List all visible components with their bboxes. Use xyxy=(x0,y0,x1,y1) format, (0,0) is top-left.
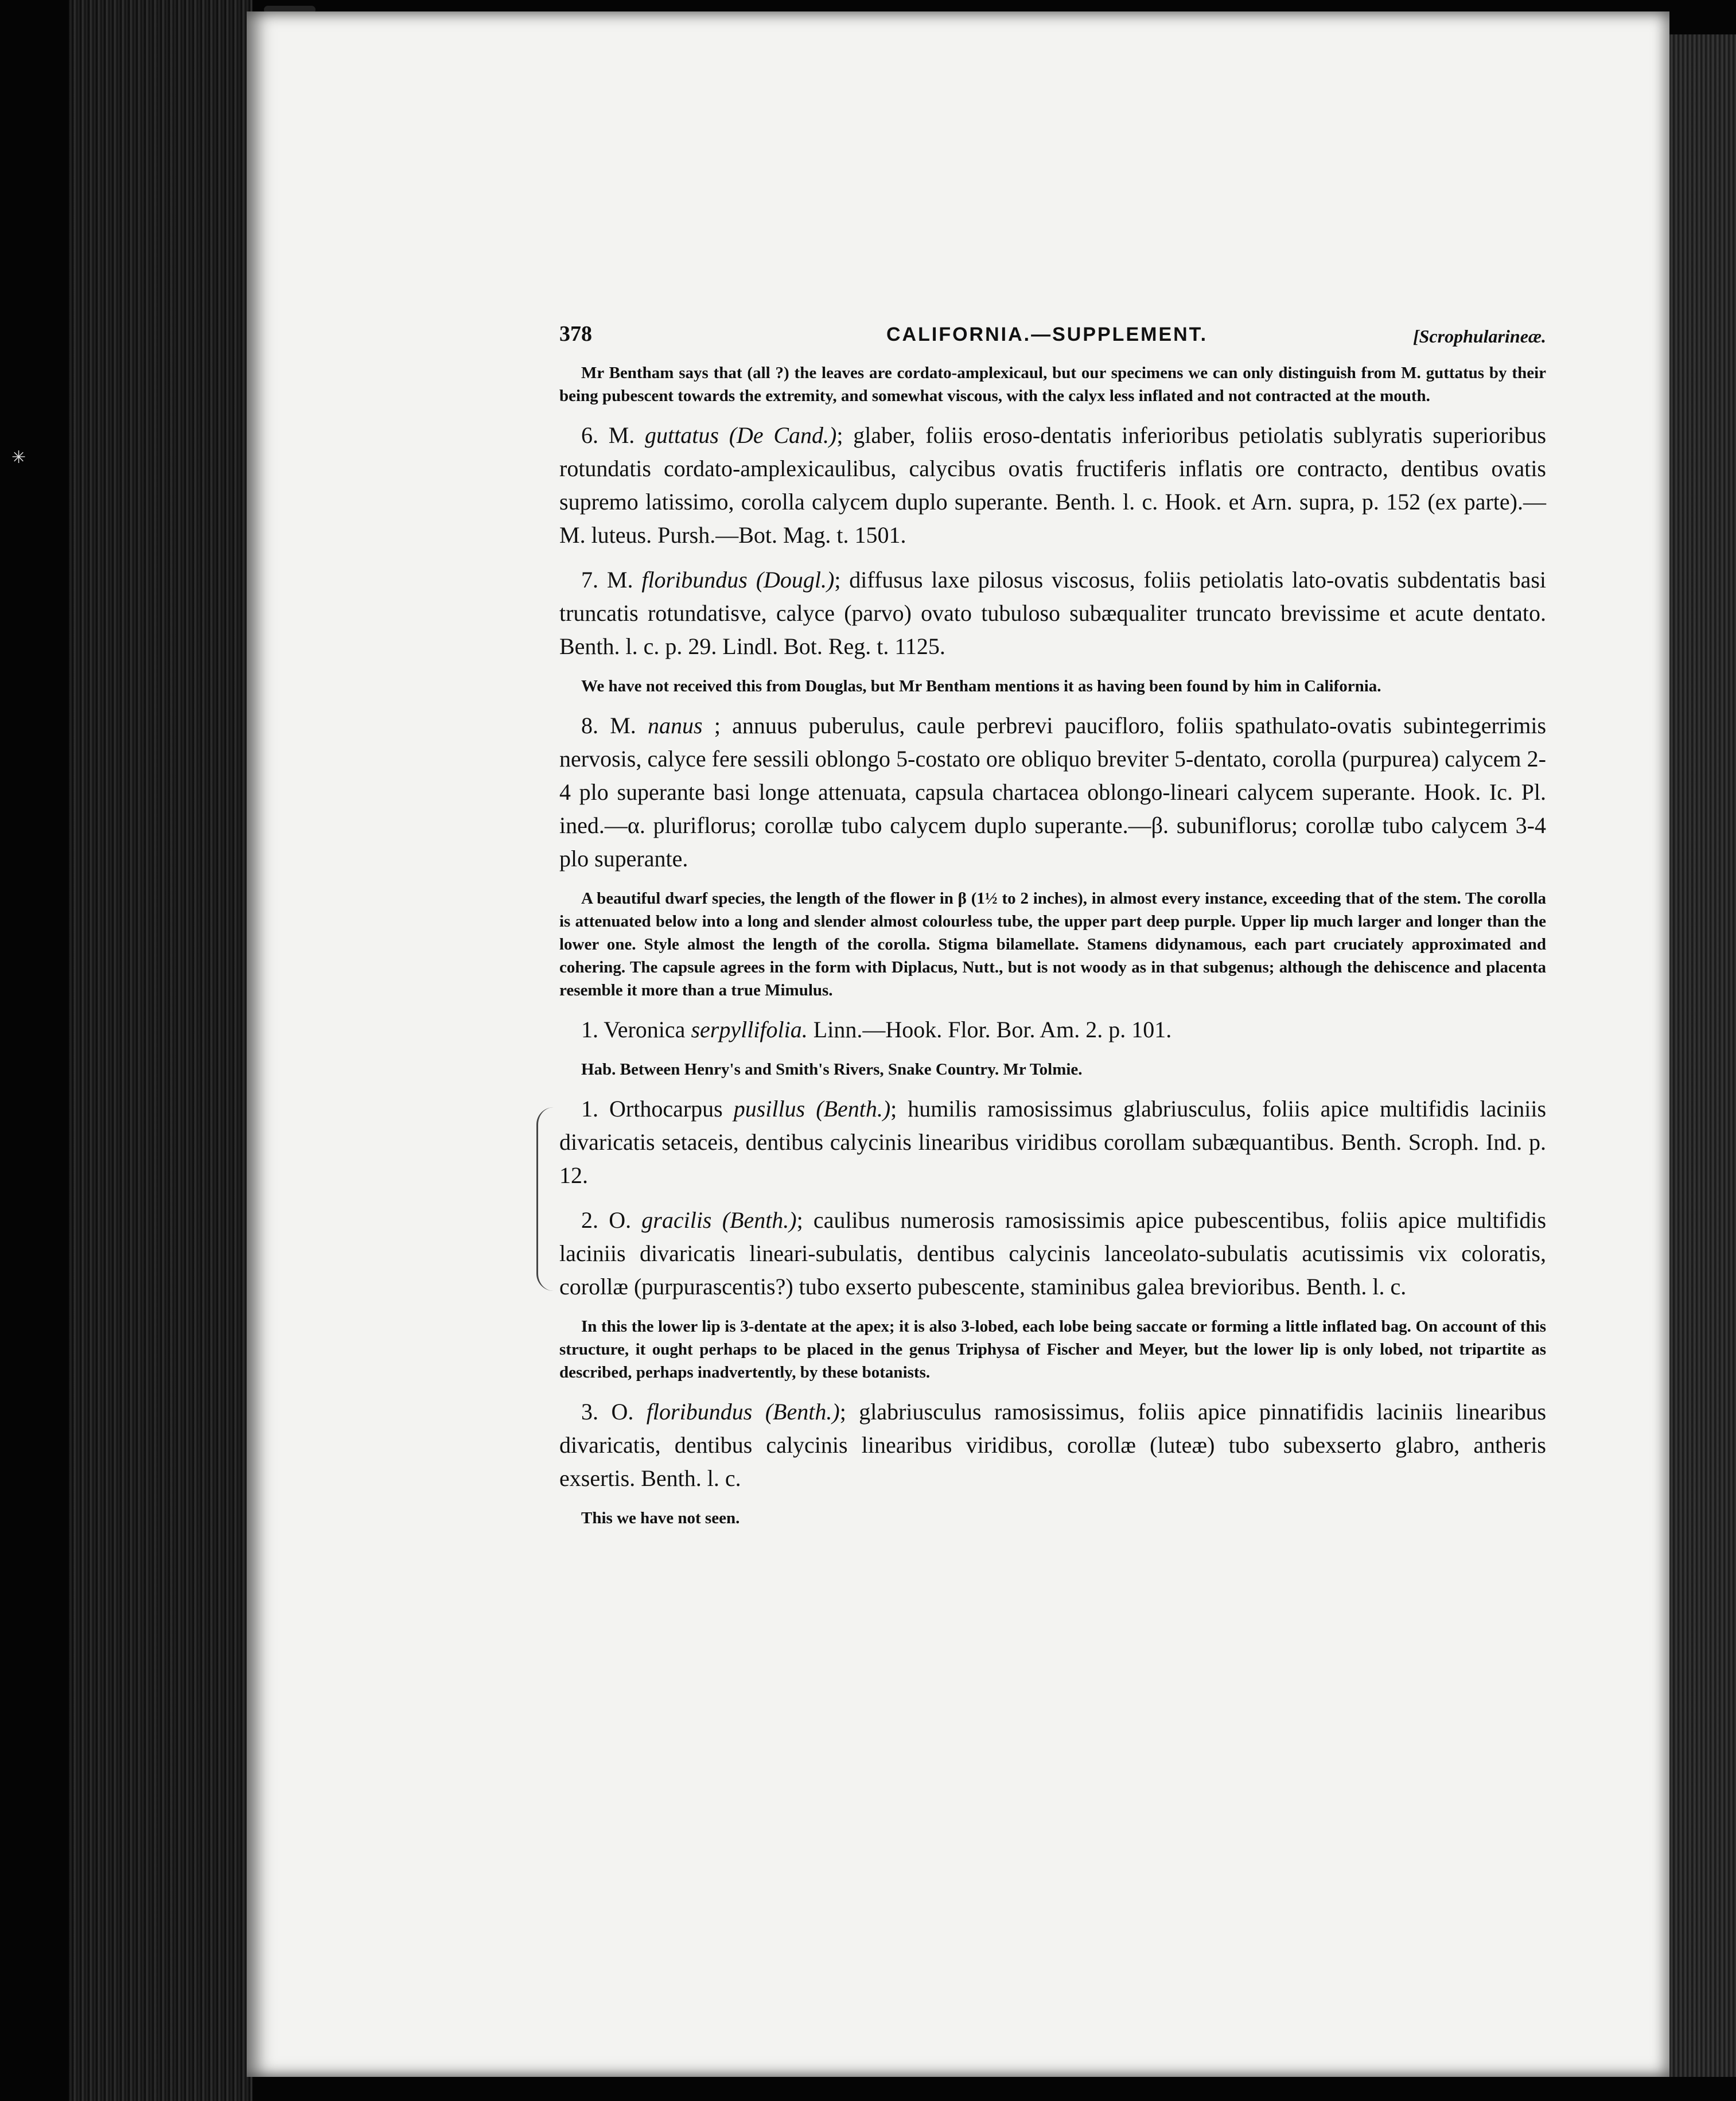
scan-speck: ✳ xyxy=(11,448,26,467)
authority: (Dougl.) xyxy=(756,567,835,593)
editorial-note: We have not received this from Douglas, but Mr Bentham mentions it as having been found by him in California. xyxy=(581,677,1381,695)
description: ; diffusus laxe pilosus viscosus, foliis petiolatis lato-ovatis subdentatis basi truncatis rotundatisve, calyce (parvo) ovato tubuloso subæqualiter truncato brevissime et acute dentato. Benth. l. c. p. 29. Lindl. Bot. Reg. t. 1125. xyxy=(559,567,1547,659)
authority: (Benth.) xyxy=(765,1399,840,1425)
editorial-note: In this the lower lip is 3-dentate at the apex; it is also 3-lobed, each lobe being saccate or forming a little inflated bag. On account of this structure, it ought perhaps to be placed in the genus Triphysa of Fischer and Meyer, but the lower lip is only lobed, not tripartite as described, perhaps inadvertently, by these botanists. xyxy=(559,1317,1546,1382)
entry-number: 1. xyxy=(581,1017,598,1042)
page-number: 378 xyxy=(559,322,592,346)
genus-name: O. xyxy=(609,1207,632,1233)
species-epithet: pusillus xyxy=(733,1096,805,1122)
book-spine xyxy=(69,0,252,2101)
description: ; humilis ramosissimus glabriusculus, foliis apice multifidis laciniis divaricatis setaceis, dentibus calycinis linearibus viridibus corollam subæquantibus. Benth. Scroph. Ind. p. 12. xyxy=(559,1096,1547,1188)
genus-name: M. xyxy=(610,713,636,738)
page-header xyxy=(559,321,1546,361)
species-epithet: gracilis xyxy=(641,1207,712,1233)
page-edge xyxy=(1669,34,1736,2077)
entry-number: 6. xyxy=(581,422,598,448)
pencil-bracket-mark xyxy=(536,1107,561,1291)
description: ; annuus puberulus, caule perbrevi paucifloro, foliis spathulato-ovatis subintegerrimis nervosis, calyce fere sessili oblongo 5-costato ore obliquo breviter 5-dentato, corolla (purpurea) calycem 2-4 plo superante basi longe attenuata, capsula chartacea oblongo-lineari calycem superante. Hook. Ic. Pl. ined.—α. pluriflorus; corollæ tubo calycem duplo superante.—β. subuniflorus; corollæ tubo calycem 3-4 plo superante. xyxy=(559,713,1547,871)
editorial-note: A beautiful dwarf species, the length of the flower in β (1½ to 2 inches), in almost every instance, exceeding that of the stem. The corolla is attenuated below into a long and slender almost colourless tube, the upper part deep purple. Upper lip much larger and longer than the lower one. Style almost the length of the corolla. Stigma bilamellate. Stamens didynamous, each part cruciately approximated and cohering. The capsule agrees in the form with Diplacus, Nutt., but is not woody as in that subgenus; although the dehiscence and placenta resemble it more than a true Mimulus. xyxy=(559,889,1546,999)
entry-number: 7. xyxy=(581,567,598,593)
species-entry xyxy=(559,1204,1546,1304)
species-entry xyxy=(559,1395,1546,1495)
genus-name: M. xyxy=(608,422,635,448)
genus-name: M. xyxy=(606,567,633,593)
entry-number: 1. xyxy=(581,1096,598,1122)
running-title: CALIFORNIA.—SUPPLEMENT. xyxy=(886,324,1208,345)
species-entry xyxy=(559,1092,1546,1192)
description: ; glaber, foliis eroso-dentatis inferioribus petiolatis sublyratis superioribus rotundatis cordato-amplexicaulibus, calycibus ovatis fructiferis inflatis ore contracto, dentibus ovatis supremo latissimo, corolla calycem duplo superante. Benth. l. c. Hook. et Arn. supra, p. 152 (ex parte).—M. luteus. Pursh.—Bot. Mag. t. 1501. xyxy=(559,422,1547,548)
species-epithet: floribundus xyxy=(646,1399,753,1425)
editorial-note: This we have not seen. xyxy=(581,1509,740,1527)
genus-name: Veronica xyxy=(604,1017,686,1042)
entry-number: 8. xyxy=(581,713,598,738)
entry-number: 2. xyxy=(581,1207,598,1233)
page-content xyxy=(559,321,1546,1541)
description: Linn.—Hook. Flor. Bor. Am. 2. p. 101. xyxy=(813,1017,1172,1042)
species-epithet: serpyllifolia. xyxy=(691,1017,808,1042)
genus-name: Orthocarpus xyxy=(609,1096,723,1122)
section-title: [Scrophularineæ. xyxy=(1412,326,1546,347)
species-entry xyxy=(559,563,1546,663)
authority: (Benth.) xyxy=(816,1096,891,1122)
species-epithet: guttatus xyxy=(645,422,719,448)
genus-name: O. xyxy=(611,1399,634,1425)
species-epithet: floribundus xyxy=(641,567,748,593)
habitat-line: Hab. Between Henry's and Smith's Rivers, Snake Country. Mr Tolmie. xyxy=(581,1060,1083,1079)
description: ; caulibus numerosis ramosissimis apice pubescentibus, foliis apice multifidis laciniis divaricatis lineari-subulatis, dentibus calycinis lanceolato-subulatis acutissimis vix coloratis, corollæ (purpurascentis?) tubo exserto pubescente, staminibus galea brevioribus. Benth. l. c. xyxy=(559,1207,1547,1299)
authority: (Benth.) xyxy=(722,1207,797,1233)
entries-list xyxy=(559,419,1546,1530)
species-entry xyxy=(559,1013,1546,1046)
species-entry xyxy=(559,709,1546,876)
description: ; glabriusculus ramosissimus, foliis apice pinnatifidis laciniis linearibus divaricatis, dentibus calycinis linearibus viridibus, corollæ (luteæ) tubo subexserto glabro, antheris exsertis. Benth. l. c. xyxy=(559,1399,1547,1491)
species-entry xyxy=(559,419,1546,552)
species-epithet: nanus xyxy=(648,713,703,738)
intro-note: Mr Bentham says that (all ?) the leaves are cordato-amplexicaul, but our specimens we can only distinguish from M. guttatus by their being pubescent towards the extremity, and somewhat viscous, with the calyx less inflated and not contracted at the mouth. xyxy=(559,364,1546,405)
authority: (De Cand.) xyxy=(729,422,837,448)
entry-number: 3. xyxy=(581,1399,598,1425)
